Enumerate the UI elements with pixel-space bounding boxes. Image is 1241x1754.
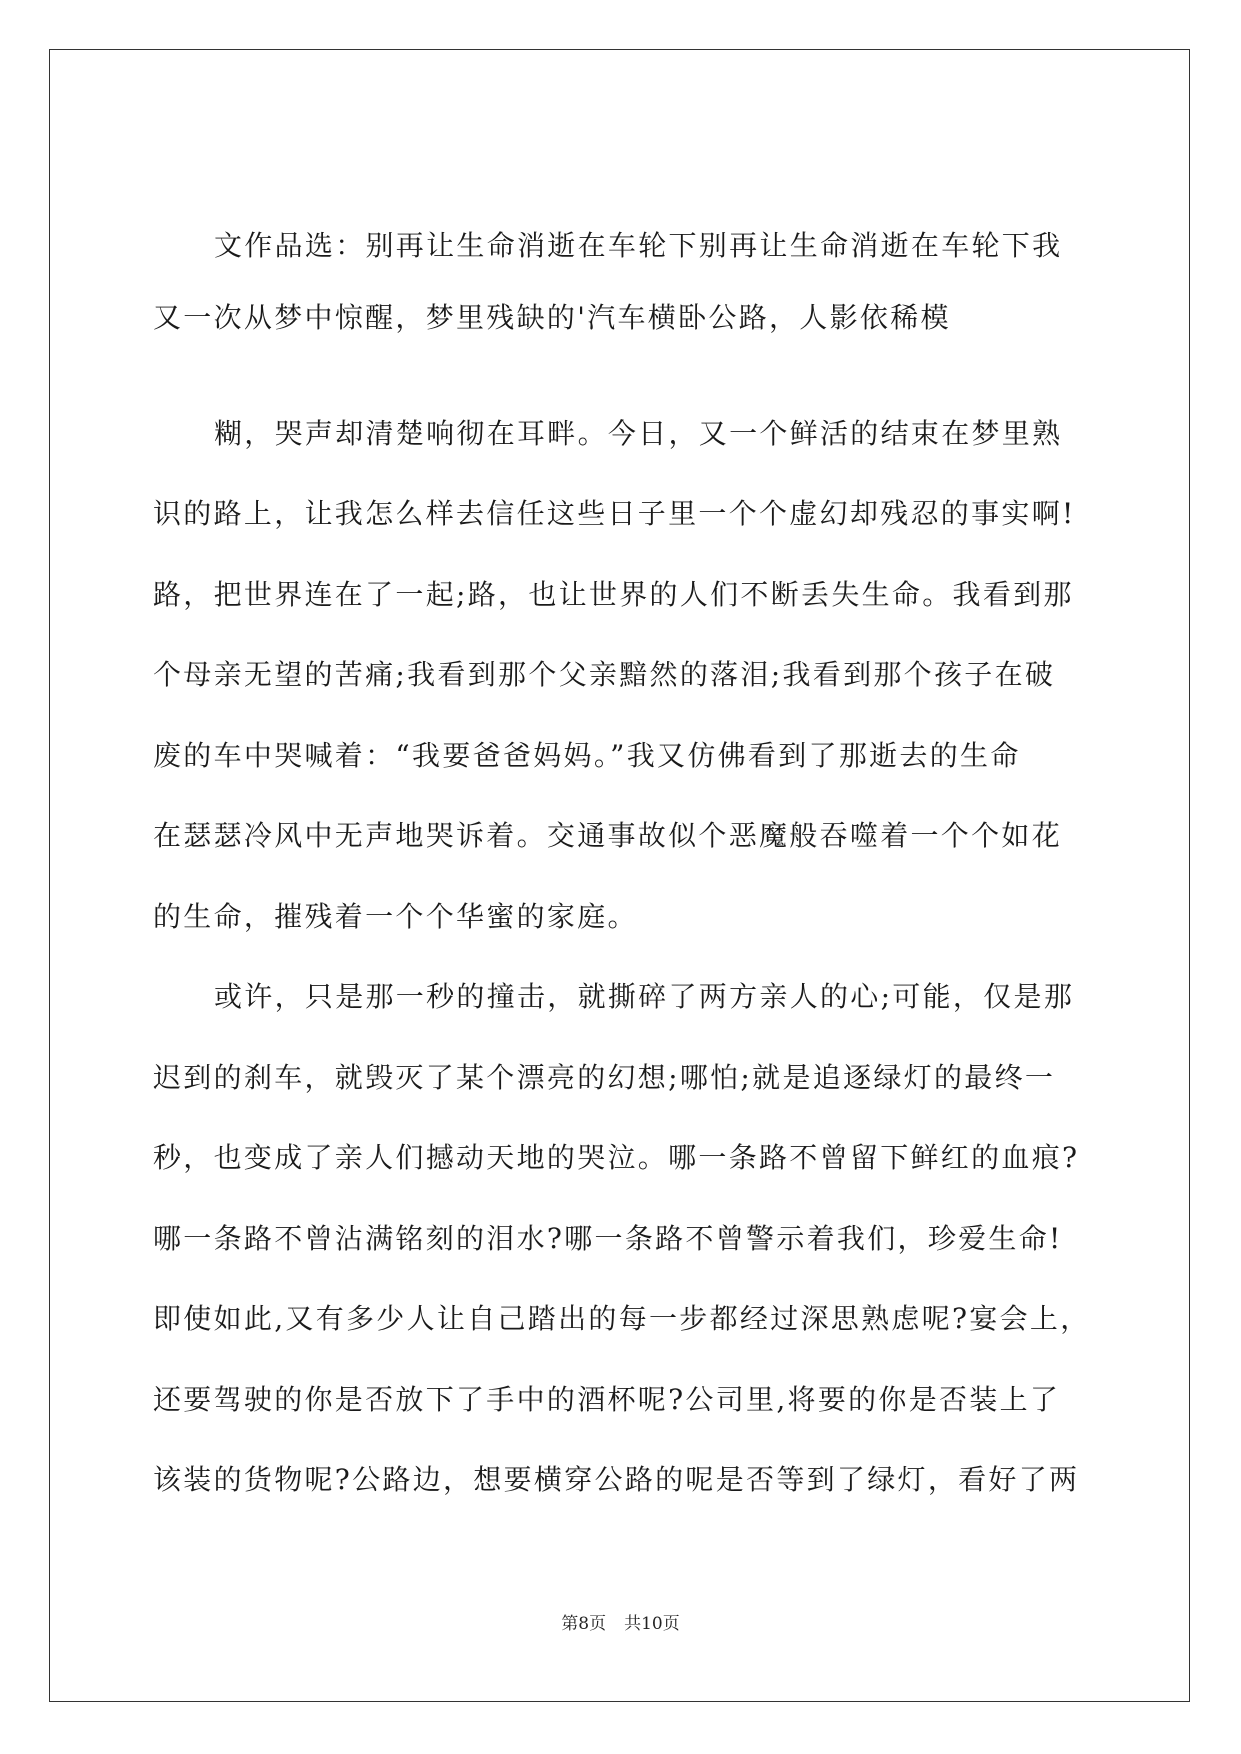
text-line: 秒，也变成了亲人们撼动天地的哭泣。哪一条路不曾留下鲜红的血痕? [153,1141,1080,1174]
text-line: 路，把世界连在了一起;路，也让世界的人们不断丢失生命。我看到那 [153,578,1074,611]
text-line: 又一次从梦中惊醒，梦里残缺的'汽车横卧公路，人影依稀模 [153,301,951,334]
page-total: 共10页 [624,1614,680,1634]
text-line: 还要驾驶的你是否放下了手中的酒杯呢?公司里,将要的你是否装上了 [153,1383,1061,1416]
text-line: 废的车中哭喊着：“我要爸爸妈妈。”我又仿佛看到了那逝去的生命 [153,739,1021,772]
text-line: 或许，只是那一秒的撞击，就撕碎了两方亲人的心;可能，仅是那 [214,980,1075,1013]
text-line: 迟到的刹车，就毁灭了某个漂亮的幻想;哪怕;就是追逐绿灯的最终一 [153,1061,1056,1094]
text-line: 识的路上，让我怎么样去信任这些日子里一个个虚幻却残忍的事实啊! [153,497,1076,530]
text-line: 糊，哭声却清楚响彻在耳畔。今日，又一个鲜活的结束在梦里熟 [214,417,1063,450]
text-line: 即使如此,又有多少人让自己踏出的每一步都经过深思熟虑呢?宴会上， [153,1302,1091,1335]
text-line: 文作品选：别再让生命消逝在车轮下别再让生命消逝在车轮下我 [214,229,1063,262]
page-number: 第8页 [561,1614,607,1634]
text-line: 哪一条路不曾沾满铭刻的泪水?哪一条路不曾警示着我们，珍爱生命! [153,1222,1063,1255]
page-border [49,49,1190,1702]
page-footer [0,1612,1241,1636]
text-line: 的生命，摧残着一个个华蜜的家庭。 [153,900,638,933]
text-line: 个母亲无望的苦痛;我看到那个父亲黯然的落泪;我看到那个孩子在破 [153,658,1056,691]
text-line: 该装的货物呢?公路边，想要横穿公路的呢是否等到了绿灯，看好了两 [153,1463,1080,1496]
text-line: 在瑟瑟冷风中无声地哭诉着。交通事故似个恶魔般吞噬着一个个如花 [153,819,1063,852]
